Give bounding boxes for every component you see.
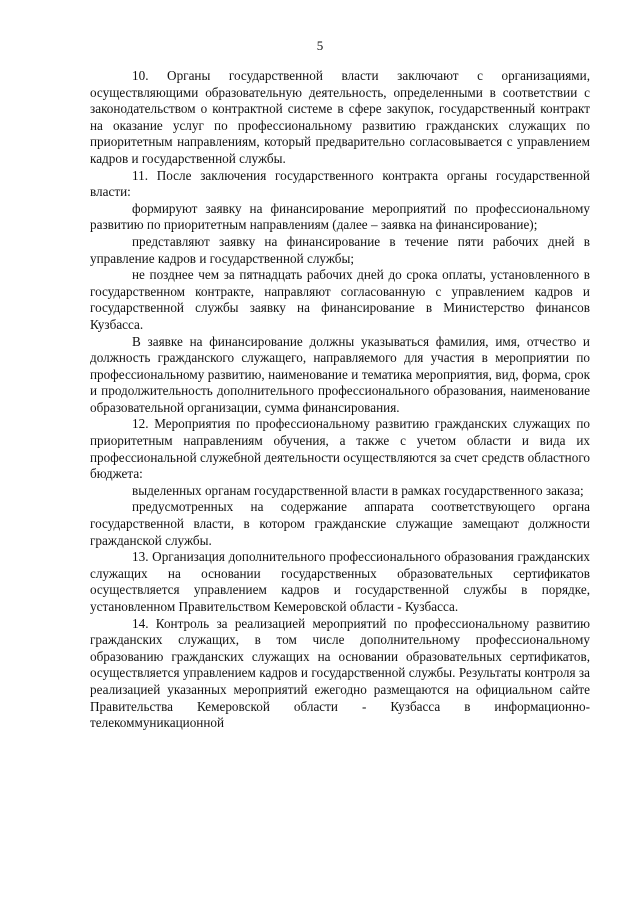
paragraph-11-item-form: формируют заявку на финансирование мероприятий по профессиональному развитию по приоритетным направлениям (далее – заявка на финансирование); [90,200,590,233]
paragraph-14: 14. Контроль за реализацией мероприятий по профессиональному развитию гражданских служащих, в том числе дополнительному профессиональному образованию гражданских служащих на основании образовательных сертификатов, осуществляется управлением кадров и государственной службы. Результаты контроля за реализацией указанных мероприятий ежегодно размещаются на официальном сайте Правительства Кемеровской области - Кузбасса в информационно-телекоммуникационной [90,615,590,731]
paragraph-12: 12. Мероприятия по профессиональному развитию гражданских служащих по приоритетным направлениям обучения, а также с учетом области и вида их профессиональной служебной деятельности осуществляются за счет средств областного бюджета: [90,416,590,482]
paragraph-11: 11. После заключения государственного контракта органы государственной власти: [90,167,590,200]
paragraph-12-item-provided: предусмотренных на содержание аппарата соответствующего органа государственной власти, в котором гражданские служащие замещают должности гражданской службы. [90,499,590,548]
paragraph-11-item-submit: представляют заявку на финансирование в течение пяти рабочих дней в управление кадров и государственной службы; [90,233,590,266]
paragraph-application-contents: В заявке на финансирование должны указываться фамилия, имя, отчество и должность гражданского служащего, направляемого для участия в мероприятии по профессиональному развитию, наименование и тематика мероприятия, вид, форма, срок и продолжительность дополнительного профессионального образования, наименование образовательной организации, сумма финансирования. [90,333,590,415]
paragraph-12-item-allocated: выделенных органам государственной власти в рамках государственного заказа; [132,482,584,498]
document-body [90,68,590,732]
paragraph-13: 13. Организация дополнительного профессионального образования гражданских служащих на основании государственных образовательных сертификатов осуществляется управлением кадров и государственной службы в порядке, установленном Правительством Кемеровской области - Кузбасса. [90,549,590,614]
page-number: 5 [316,38,324,53]
paragraph-10: 10. Органы государственной власти заключают с организациями, осуществляющими образовательную деятельность, определенными в соответствии с законодательством о контрактной системе в сфере закупок, государственный контракт на оказание услуг по профессиональному развитию гражданских служащих по приоритетным направлениям, который предварительно согласовывается с управлением кадров и государственной службы. [90,68,590,166]
paragraph-11-item-deadline: не позднее чем за пятнадцать рабочих дней до срока оплаты, установленного в государственном контракте, направляют согласованную с управлением кадров и государственной службы заявку на финансирование в Министерство финансов Кузбасса. [90,267,590,332]
